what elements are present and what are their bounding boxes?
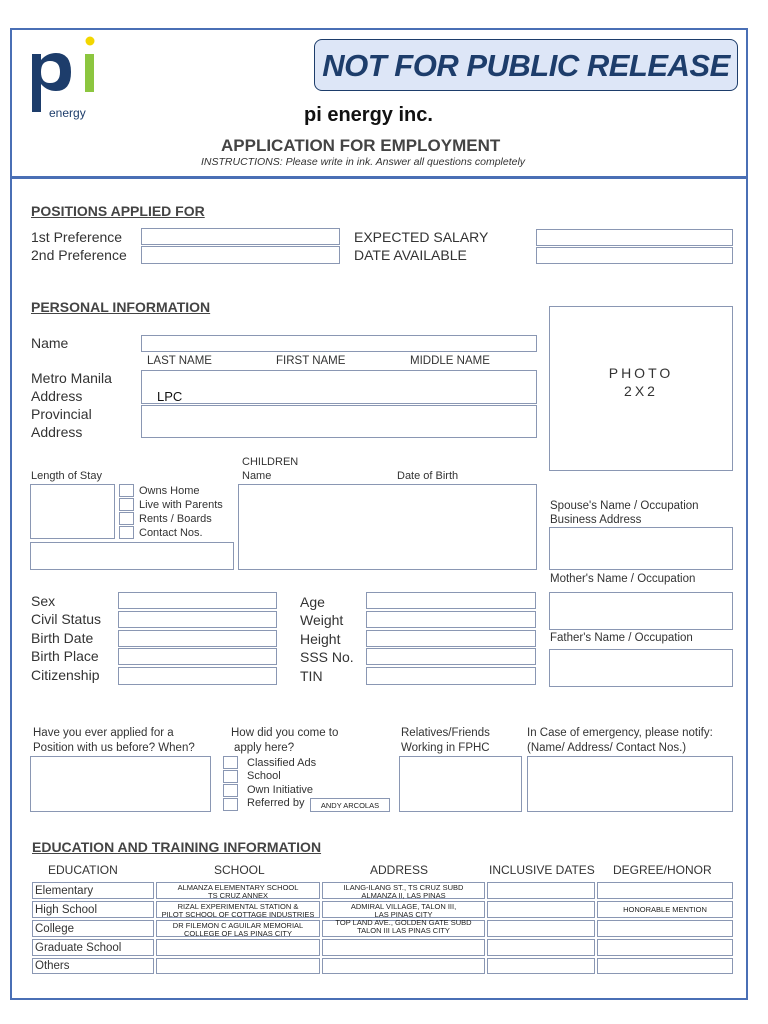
education-level: Graduate School	[35, 942, 122, 954]
address-line-1: ILANG-ILANG ST., TS CRUZ SUBD	[343, 883, 464, 892]
dates-cell[interactable]	[487, 958, 595, 974]
metro-address-label-1: Metro Manila	[31, 370, 112, 386]
banner-text: NOT FOR PUBLIC RELEASE	[322, 48, 730, 83]
degree-cell[interactable]	[597, 882, 733, 899]
expected-salary-label: EXPECTED SALARY	[354, 229, 489, 245]
name-label: Name	[31, 335, 69, 351]
confidential-banner	[314, 39, 738, 91]
length-of-stay-label: Length of Stay	[31, 470, 102, 482]
first-preference-label: 1st Preference	[31, 229, 123, 245]
own-initiative-checkbox[interactable]	[223, 784, 238, 797]
section-personal: PERSONAL INFORMATION	[31, 299, 211, 315]
rents-label: Rents / Boards	[139, 513, 212, 525]
form-instructions: INSTRUCTIONS: Please write in ink. Answer all questions completely	[201, 156, 526, 168]
name-field[interactable]	[141, 335, 537, 352]
children-name-label: Name	[242, 470, 272, 482]
table-row-level	[32, 939, 154, 956]
photo-caption-1: PHOTO	[608, 365, 674, 381]
relatives-label-2: Working in FPHC	[401, 742, 490, 754]
height-label: Height	[300, 631, 341, 647]
birth-place-field[interactable]	[118, 648, 277, 665]
school-label: School	[247, 770, 281, 782]
civil-status-field[interactable]	[118, 611, 277, 628]
live-parents-checkbox[interactable]	[119, 498, 134, 511]
school-cell[interactable]	[156, 882, 320, 899]
children-dob-label: Date of Birth	[397, 470, 459, 482]
last-name-caption: LAST NAME	[147, 355, 212, 367]
photo-box	[549, 306, 733, 471]
address-cell[interactable]	[322, 920, 485, 937]
degree-cell[interactable]	[597, 939, 733, 956]
second-preference-label: 2nd Preference	[31, 247, 127, 263]
civil-status-label: Civil Status	[31, 611, 102, 627]
sex-label: Sex	[31, 593, 56, 609]
first-name-caption: FIRST NAME	[276, 355, 346, 367]
school-cell[interactable]	[156, 939, 320, 956]
logo-subtext: energy	[49, 106, 86, 120]
degree-cell[interactable]	[597, 958, 733, 974]
address-line-1: TOP LAND AVE., GOLDEN GATE SUBD	[335, 918, 472, 927]
children-label: CHILDREN	[242, 456, 299, 468]
school-line-1: DR FILEMON C AGUILAR MEMORIAL	[172, 921, 304, 930]
spouse-label-2: Business Address	[550, 514, 642, 526]
address-line-2: ALMANZA II, LAS PINAS	[361, 891, 446, 900]
second-preference-field[interactable]	[141, 246, 340, 264]
company-name: pi energy inc.	[304, 104, 433, 126]
mother-label: Mother's Name / Occupation	[550, 573, 696, 585]
own-initiative-label: Own Initiative	[247, 784, 314, 796]
dates-cell[interactable]	[487, 901, 595, 918]
contact-nos-field[interactable]	[30, 542, 234, 570]
address-cell[interactable]	[322, 939, 485, 956]
father-field[interactable]	[549, 649, 733, 687]
emergency-field[interactable]	[527, 756, 733, 812]
date-available-field[interactable]	[536, 247, 733, 264]
referred-by-label: Referred by	[247, 797, 305, 809]
metro-address-label-2: Address	[31, 388, 83, 404]
provincial-address-field[interactable]	[141, 405, 537, 438]
middle-name-caption: MIDDLE NAME	[410, 355, 490, 367]
date-available-label: DATE AVAILABLE	[354, 247, 467, 263]
citizenship-label: Citizenship	[31, 667, 100, 683]
age-label: Age	[300, 594, 325, 610]
photo-caption-2: 2X2	[624, 383, 658, 399]
mother-field[interactable]	[549, 592, 733, 630]
section-positions: POSITIONS APPLIED FOR	[31, 203, 205, 219]
school-cell[interactable]	[156, 901, 320, 918]
education-level: College	[35, 923, 74, 935]
section-education: EDUCATION AND TRAINING INFORMATION	[32, 839, 322, 855]
col-school: SCHOOL	[214, 863, 265, 877]
contact-nos-checkbox[interactable]	[119, 526, 134, 539]
dates-cell[interactable]	[487, 882, 595, 899]
education-level: High School	[35, 904, 98, 916]
address-cell[interactable]	[322, 901, 485, 918]
classified-ads-label: Classified Ads	[247, 757, 317, 769]
weight-label: Weight	[300, 612, 344, 628]
table-row-level	[32, 920, 154, 937]
length-of-stay-field[interactable]	[30, 484, 115, 539]
first-preference-field[interactable]	[141, 228, 340, 245]
spouse-field[interactable]	[549, 527, 733, 570]
degree-value: HONORABLE MENTION	[623, 905, 707, 914]
address-line-2: TALON III LAS PINAS CITY	[357, 926, 450, 935]
children-field[interactable]	[238, 484, 537, 570]
weight-field[interactable]	[366, 611, 536, 628]
tin-field[interactable]	[366, 667, 536, 685]
citizenship-field[interactable]	[118, 667, 277, 685]
school-cell[interactable]	[156, 958, 320, 974]
classified-ads-checkbox[interactable]	[223, 756, 238, 769]
sss-label: SSS No.	[300, 649, 354, 665]
spouse-label-1: Spouse's Name / Occupation	[550, 500, 699, 512]
rents-checkbox[interactable]	[119, 512, 134, 525]
table-row-level	[32, 901, 154, 918]
sss-field[interactable]	[366, 648, 536, 665]
relatives-label-1: Relatives/Friends	[401, 727, 490, 739]
header-divider	[10, 176, 748, 179]
referred-by-field[interactable]	[310, 798, 390, 812]
birth-date-label: Birth Date	[31, 630, 94, 646]
tin-label: TIN	[300, 668, 323, 684]
referred-by-value: ANDY ARCOLAS	[320, 801, 380, 810]
school-line-1: RIZAL EXPERIMENTAL STATION &	[177, 902, 299, 911]
emergency-label-1: In Case of emergency, please notify:	[527, 727, 713, 739]
school-line-1: ALMANZA ELEMENTARY SCHOOL	[177, 883, 299, 892]
degree-cell[interactable]	[597, 901, 733, 918]
owns-home-checkbox[interactable]	[119, 484, 134, 497]
education-level: Elementary	[35, 885, 94, 897]
degree-cell[interactable]	[597, 920, 733, 937]
how-apply-label-2: apply here?	[234, 742, 295, 754]
referred-by-checkbox[interactable]	[223, 798, 238, 811]
metro-address-value: LPC	[157, 389, 183, 404]
height-field[interactable]	[366, 630, 536, 647]
dates-cell[interactable]	[487, 920, 595, 937]
provincial-address-label-1: Provincial	[31, 406, 92, 422]
address-line-1: ADMIRAL VILLAGE, TALON III,	[350, 902, 457, 911]
school-line-2: PILOT SCHOOL OF COTTAGE INDUSTRIES	[161, 910, 315, 919]
father-label: Father's Name / Occupation	[550, 632, 693, 644]
col-inclusive-dates: INCLUSIVE DATES	[489, 863, 595, 877]
education-level: Others	[35, 960, 70, 972]
applied-before-label-1: Have you ever applied for a	[33, 727, 174, 739]
table-row-level	[32, 958, 154, 974]
school-line-2: TS CRUZ ANNEX	[207, 891, 268, 900]
provincial-address-label-2: Address	[31, 424, 83, 440]
school-line-2: COLLEGE OF LAS PINAS CITY	[184, 929, 292, 938]
owns-home-label: Owns Home	[139, 485, 200, 497]
how-apply-label-1: How did you come to	[231, 727, 339, 739]
contact-nos-label: Contact Nos.	[139, 527, 203, 539]
address-cell[interactable]	[322, 882, 485, 899]
live-parents-label: Live with Parents	[139, 499, 223, 511]
col-degree-honor: DEGREE/HONOR	[613, 863, 712, 877]
dates-cell[interactable]	[487, 939, 595, 956]
form-title: APPLICATION FOR EMPLOYMENT	[221, 136, 501, 155]
school-checkbox[interactable]	[223, 770, 238, 783]
sex-field[interactable]	[118, 592, 277, 609]
relatives-field[interactable]	[399, 756, 522, 812]
birth-date-field[interactable]	[118, 630, 277, 647]
age-field[interactable]	[366, 592, 536, 609]
birth-place-label: Birth Place	[31, 648, 99, 664]
col-address: ADDRESS	[370, 863, 429, 877]
table-row-level	[32, 882, 154, 899]
emergency-label-2: (Name/ Address/ Contact Nos.)	[527, 742, 687, 754]
applied-before-field[interactable]	[30, 756, 211, 812]
address-line-2: LAS PINAS CITY	[374, 910, 433, 919]
address-cell[interactable]	[322, 958, 485, 974]
applied-before-label-2: Position with us before? When?	[33, 742, 195, 754]
expected-salary-field[interactable]	[536, 229, 733, 246]
company-logo	[28, 36, 108, 126]
school-cell[interactable]	[156, 920, 320, 937]
metro-address-field[interactable]	[141, 370, 537, 404]
col-education: EDUCATION	[48, 863, 118, 877]
